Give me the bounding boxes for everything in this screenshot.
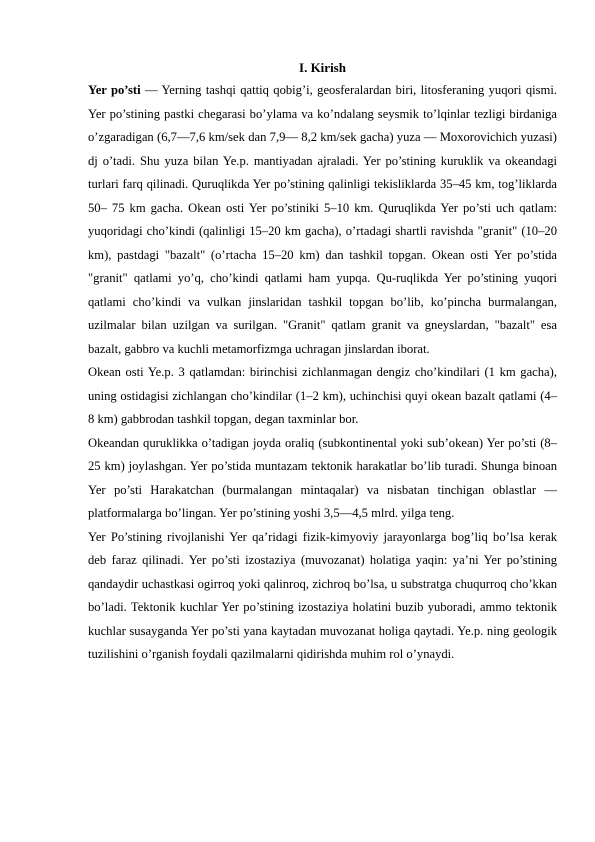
paragraph-okean-osti: Okean osti Ye.p. 3 qatlamdan: birinchisi zichlanmagan dengiz cho’kindilari (1 km gacha), uning ostidagisi zichlangan cho’kindilar (1–2 km), uchinchisi quyi okean bazalt qatlami (4–8 km) gabbrodan tashkil topgan, degan taxminlar bor. [88, 365, 557, 426]
paragraph-subkontinental: Okeandan quruklikka o’tadigan joyda oraliq (subkontinental yoki sub’okean) Yer po’sti (8–25 km) joylashgan. Yer po’stida muntazam tektonik harakatlar bo’lib turadi. Shunga binoan Yer po’sti Harakatchan (burmalangan mintaqalar) va nisbatan tinchigan oblastlar — platformalarga bo’lingan. Yer po’stining yoshi 3,5—4,5 mlrd. yilga teng. [88, 435, 557, 520]
section-title: I. Kirish [299, 60, 346, 75]
paragraph-intro [88, 79, 557, 361]
term-yer-posti: Yer po’sti [88, 83, 141, 97]
paragraph-rivojlanish: Yer Po’stining rivojlanishi Yer qa’ridagi fizik-kimyoviy jarayonlarga bog’liq bo’lsa kerak deb faraz qilinadi. Yer po’sti izostaziya (muvozanat) holatiga yaqin: ya’ni Yer po’stining qandaydir uchastkasi ogirroq yoki qalinroq, zichroq bo’lsa, u substratga chuqurroq cho’kkan bo’ladi. Tektonik kuchlar Yer po’stining izostaziya holatini buzib yuboradi, ammo tektonik kuchlar susayganda Yer po’sti yana kaytadan muvozanat holiga qaytadi. Ye.p. ning geologik tuzilishini o’rganish foydali qazilmalarni qidirishda muhim rol o’ynaydi. [88, 529, 557, 661]
document-page [88, 56, 557, 667]
paragraph-intro-text: — Yerning tashqi qattiq qobig’i, geosferalardan biri, litosferaning yuqori qismi. Yer po’stining pastki chegarasi bo’ylama va ko’ndalang seysmik to’lqinlar tezligi birdaniga o’zgaradigan (6,7—7,6 km/sek dan 7,9— 8,2 km/sek gacha) yuza — Moxorovichich yuzasi) dj o’tadi. Shu yuza bilan Ye.p. mantiyadan ajraladi. Yer po’stining kuruklik va okeandagi turlari farq qilinadi. Quruqlikda Yer po’stining qalinligi tekisliklarda 35–45 km, tog’liklarda 50– 75 km gacha. Okean osti Yer po’stiniki 5–10 km. Quruqlikda Yer po’sti uch qatlam: yuqoridagi cho’kindi (qalinligi 15–20 km gacha), o’rtadagi shartli ravishda "granit" (10–20 km), pastdagi "bazalt" (o’rtacha 15–20 km) dan tashkil topgan. Okean osti Yer po’stida "granit" qatlami yo’q, cho’kindi qatlami ham yupqa. Qu-ruqlikda Yer po’stining yuqori qatlami cho’kindi va vulkan jinslaridan tashkil topgan bo’lib, ko’pincha burmalangan, uzilmalar bilan uzilgan va surilgan. "Granit" qatlam granit va gneyslardan, "bazalt" esa bazalt, gabbro va kuchli metamorfizmga uchragan jinslardan iborat. [88, 83, 557, 356]
